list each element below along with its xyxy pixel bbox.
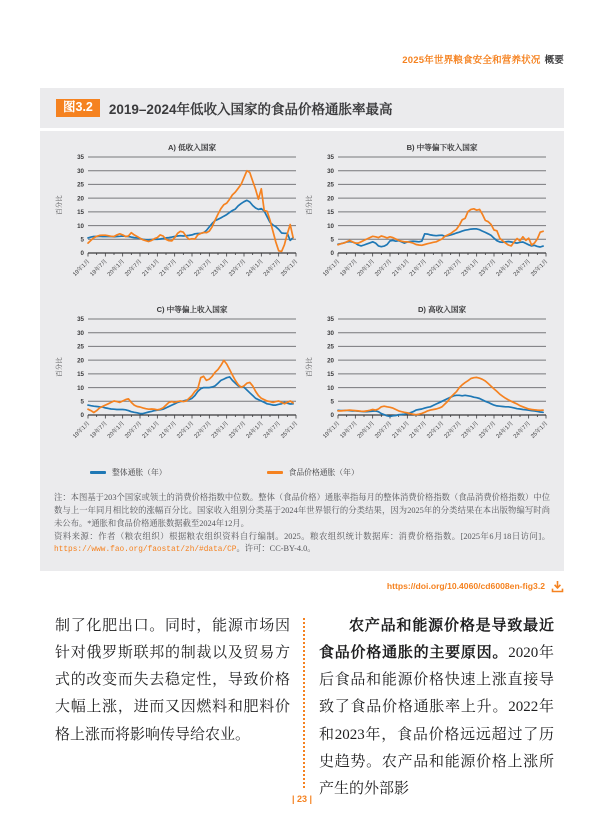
svg-text:15: 15 bbox=[327, 371, 334, 379]
svg-text:5: 5 bbox=[330, 398, 334, 406]
svg-text:0: 0 bbox=[330, 250, 334, 258]
svg-text:21年1月: 21年1月 bbox=[141, 258, 161, 278]
chart-svg bbox=[54, 141, 300, 299]
svg-text:25年1月: 25年1月 bbox=[280, 258, 300, 278]
svg-text:25: 25 bbox=[77, 181, 84, 189]
svg-text:30: 30 bbox=[77, 329, 84, 337]
svg-text:25年1月: 25年1月 bbox=[530, 420, 550, 440]
svg-text:21年1月: 21年1月 bbox=[391, 258, 411, 278]
legend-label: 整体通胀（年） bbox=[112, 468, 167, 477]
source-suffix: 。许可：CC-BY-4.0。 bbox=[236, 544, 316, 554]
svg-text:21年7月: 21年7月 bbox=[158, 258, 179, 278]
svg-text:百分比: 百分比 bbox=[56, 195, 63, 215]
svg-text:24年7月: 24年7月 bbox=[262, 420, 283, 440]
figure-3-2 bbox=[40, 88, 564, 571]
charts-grid bbox=[54, 141, 550, 461]
chart-svg bbox=[304, 141, 550, 299]
svg-text:22年1月: 22年1月 bbox=[426, 420, 446, 440]
svg-text:0: 0 bbox=[330, 412, 334, 420]
doi-link[interactable]: https://doi.org/10.4060/cd6008en-fig3.2 bbox=[386, 581, 545, 592]
svg-text:30: 30 bbox=[77, 167, 84, 175]
svg-text:19年1月: 19年1月 bbox=[72, 258, 92, 278]
figure-label: 图3.2 bbox=[56, 99, 100, 118]
svg-text:19年7月: 19年7月 bbox=[339, 420, 359, 440]
running-header bbox=[40, 52, 564, 66]
svg-text:百分比: 百分比 bbox=[56, 357, 63, 377]
svg-text:0: 0 bbox=[80, 250, 84, 258]
chart-svg bbox=[304, 303, 550, 461]
svg-text:23年1月: 23年1月 bbox=[460, 420, 481, 440]
svg-text:20年1月: 20年1月 bbox=[356, 258, 377, 278]
source-prefix: 资料来源：作者（粮农组织）根据粮农组织资料自行编制。2025。粮农组织统计数据库：消费价格指数。[2025年6月18日访问]。 bbox=[54, 531, 550, 541]
svg-text:35: 35 bbox=[327, 154, 334, 162]
svg-text:19年7月: 19年7月 bbox=[339, 258, 359, 278]
svg-text:20年7月: 20年7月 bbox=[374, 258, 394, 278]
svg-text:10: 10 bbox=[77, 384, 84, 392]
svg-text:19年1月: 19年1月 bbox=[72, 420, 92, 440]
svg-text:22年1月: 22年1月 bbox=[176, 420, 196, 440]
svg-text:20年7月: 20年7月 bbox=[124, 258, 144, 278]
svg-text:10: 10 bbox=[77, 222, 84, 230]
svg-text:19年1月: 19年1月 bbox=[322, 420, 342, 440]
svg-text:24年1月: 24年1月 bbox=[495, 258, 515, 278]
svg-text:C) 中等偏上收入国家: C) 中等偏上收入国家 bbox=[156, 305, 228, 314]
svg-text:15: 15 bbox=[77, 371, 84, 379]
svg-text:20: 20 bbox=[77, 195, 84, 203]
svg-text:20年1月: 20年1月 bbox=[356, 420, 377, 440]
svg-text:24年1月: 24年1月 bbox=[245, 420, 265, 440]
svg-text:百分比: 百分比 bbox=[306, 195, 313, 215]
svg-text:23年1月: 23年1月 bbox=[210, 420, 231, 440]
svg-text:24年1月: 24年1月 bbox=[245, 258, 265, 278]
body-column-right bbox=[319, 613, 554, 804]
svg-text:20: 20 bbox=[327, 195, 334, 203]
figure-notes bbox=[54, 492, 550, 557]
report-title: 2025年世界粮食安全和营养状况 bbox=[402, 55, 541, 66]
column-divider bbox=[303, 618, 305, 788]
section-label: 概要 bbox=[544, 55, 564, 66]
page-number: | 23 | bbox=[291, 794, 313, 804]
svg-text:25年1月: 25年1月 bbox=[530, 258, 550, 278]
chart-a-low-income bbox=[54, 141, 300, 299]
svg-text:20年1月: 20年1月 bbox=[106, 420, 127, 440]
svg-text:22年7月: 22年7月 bbox=[193, 258, 213, 278]
svg-text:25: 25 bbox=[327, 343, 334, 351]
figure-body bbox=[40, 131, 564, 571]
svg-text:19年7月: 19年7月 bbox=[89, 420, 109, 440]
svg-text:25: 25 bbox=[327, 181, 334, 189]
body-columns bbox=[55, 613, 554, 804]
svg-text:35: 35 bbox=[77, 316, 84, 324]
svg-text:35: 35 bbox=[77, 154, 84, 162]
svg-text:20年7月: 20年7月 bbox=[374, 420, 394, 440]
legend-item bbox=[267, 467, 359, 478]
figure-title-bar bbox=[40, 88, 564, 128]
svg-text:D) 高收入国家: D) 高收入国家 bbox=[417, 305, 467, 314]
svg-text:5: 5 bbox=[80, 398, 84, 406]
svg-text:0: 0 bbox=[80, 412, 84, 420]
svg-text:35: 35 bbox=[327, 316, 334, 324]
chart-c-upper-middle-income bbox=[54, 303, 300, 461]
svg-text:21年7月: 21年7月 bbox=[408, 258, 429, 278]
svg-text:10: 10 bbox=[327, 222, 334, 230]
body-column-left bbox=[55, 613, 290, 804]
right-paragraph-rest: 2020年后食品和能源价格快速上涨直接导致了食品价格通胀率上升。2022年和2023年，食品价格远远超过了历史趋势。农产品和能源价格上涨所产生的外部影 bbox=[319, 644, 554, 798]
svg-text:B) 中等偏下收入国家: B) 中等偏下收入国家 bbox=[406, 143, 478, 152]
svg-text:25: 25 bbox=[77, 343, 84, 351]
svg-text:23年7月: 23年7月 bbox=[478, 258, 498, 278]
svg-text:22年7月: 22年7月 bbox=[193, 420, 213, 440]
left-paragraph: 制了化肥出口。同时，能源市场因针对俄罗斯联邦的制裁以及贸易方式的改变而失去稳定性，导致价格大幅上涨，进而又因燃料和肥料价格上涨而将影响传导给农业。 bbox=[55, 617, 290, 743]
note-text: 注：本图基于203个国家或领土的消费价格指数中位数。整体（食品价格）通胀率指每月的整体消费价格指数（食品消费价格指数）中位数与上一年同月相比较的涨幅百分比。国家收入组别分类基于2024年世界银行的分类结果，因为2025年的分类结果在本出版物编写时尚未公布。*通胀和食品价格通胀数据截至2024年12月。 bbox=[54, 493, 550, 528]
svg-text:22年1月: 22年1月 bbox=[176, 258, 196, 278]
svg-text:20: 20 bbox=[77, 357, 84, 365]
chart-b-lower-middle-income bbox=[304, 141, 550, 299]
legend-label: 食品价格通胀（年） bbox=[288, 468, 359, 477]
download-icon[interactable] bbox=[551, 580, 564, 593]
svg-text:23年7月: 23年7月 bbox=[228, 420, 248, 440]
svg-text:20: 20 bbox=[327, 357, 334, 365]
svg-text:24年7月: 24年7月 bbox=[512, 258, 533, 278]
svg-text:20年7月: 20年7月 bbox=[124, 420, 144, 440]
chart-legend bbox=[90, 467, 550, 478]
svg-text:10: 10 bbox=[327, 384, 334, 392]
svg-text:25年1月: 25年1月 bbox=[280, 420, 300, 440]
legend-swatch-icon bbox=[267, 471, 283, 474]
svg-text:23年1月: 23年1月 bbox=[210, 258, 231, 278]
svg-text:24年1月: 24年1月 bbox=[495, 420, 515, 440]
svg-text:15: 15 bbox=[327, 209, 334, 217]
figure-title: 2019–2024年低收入国家的食品价格通胀率最高 bbox=[108, 102, 393, 117]
source-text bbox=[54, 531, 550, 557]
chart-d-high-income bbox=[304, 303, 550, 461]
svg-text:22年7月: 22年7月 bbox=[443, 258, 463, 278]
svg-text:30: 30 bbox=[327, 329, 334, 337]
svg-text:A) 低收入国家: A) 低收入国家 bbox=[167, 143, 217, 152]
svg-text:21年1月: 21年1月 bbox=[391, 420, 411, 440]
svg-text:20年1月: 20年1月 bbox=[106, 258, 127, 278]
svg-text:5: 5 bbox=[330, 236, 334, 244]
chart-svg bbox=[54, 303, 300, 461]
doi-row bbox=[40, 580, 564, 593]
svg-text:22年1月: 22年1月 bbox=[426, 258, 446, 278]
svg-text:19年7月: 19年7月 bbox=[89, 258, 109, 278]
svg-text:22年7月: 22年7月 bbox=[443, 420, 463, 440]
svg-text:23年7月: 23年7月 bbox=[228, 258, 248, 278]
legend-item bbox=[90, 467, 167, 478]
right-paragraph bbox=[319, 613, 554, 804]
svg-text:5: 5 bbox=[80, 236, 84, 244]
svg-text:21年7月: 21年7月 bbox=[158, 420, 179, 440]
svg-text:15: 15 bbox=[77, 209, 84, 217]
right-paragraph-lead: 农产品和能源价格是导致最近食品价格通胀的主要原因。 bbox=[319, 617, 554, 661]
svg-text:30: 30 bbox=[327, 167, 334, 175]
svg-text:24年7月: 24年7月 bbox=[512, 420, 533, 440]
source-url-link[interactable]: https://www.fao.org/faostat/zh/#data/CP bbox=[54, 546, 237, 555]
svg-text:21年7月: 21年7月 bbox=[408, 420, 429, 440]
svg-text:19年1月: 19年1月 bbox=[322, 258, 342, 278]
svg-text:百分比: 百分比 bbox=[306, 357, 313, 377]
svg-text:21年1月: 21年1月 bbox=[141, 420, 161, 440]
svg-text:24年7月: 24年7月 bbox=[262, 258, 283, 278]
svg-text:23年1月: 23年1月 bbox=[460, 258, 481, 278]
legend-swatch-icon bbox=[90, 471, 106, 474]
svg-text:23年7月: 23年7月 bbox=[478, 420, 498, 440]
